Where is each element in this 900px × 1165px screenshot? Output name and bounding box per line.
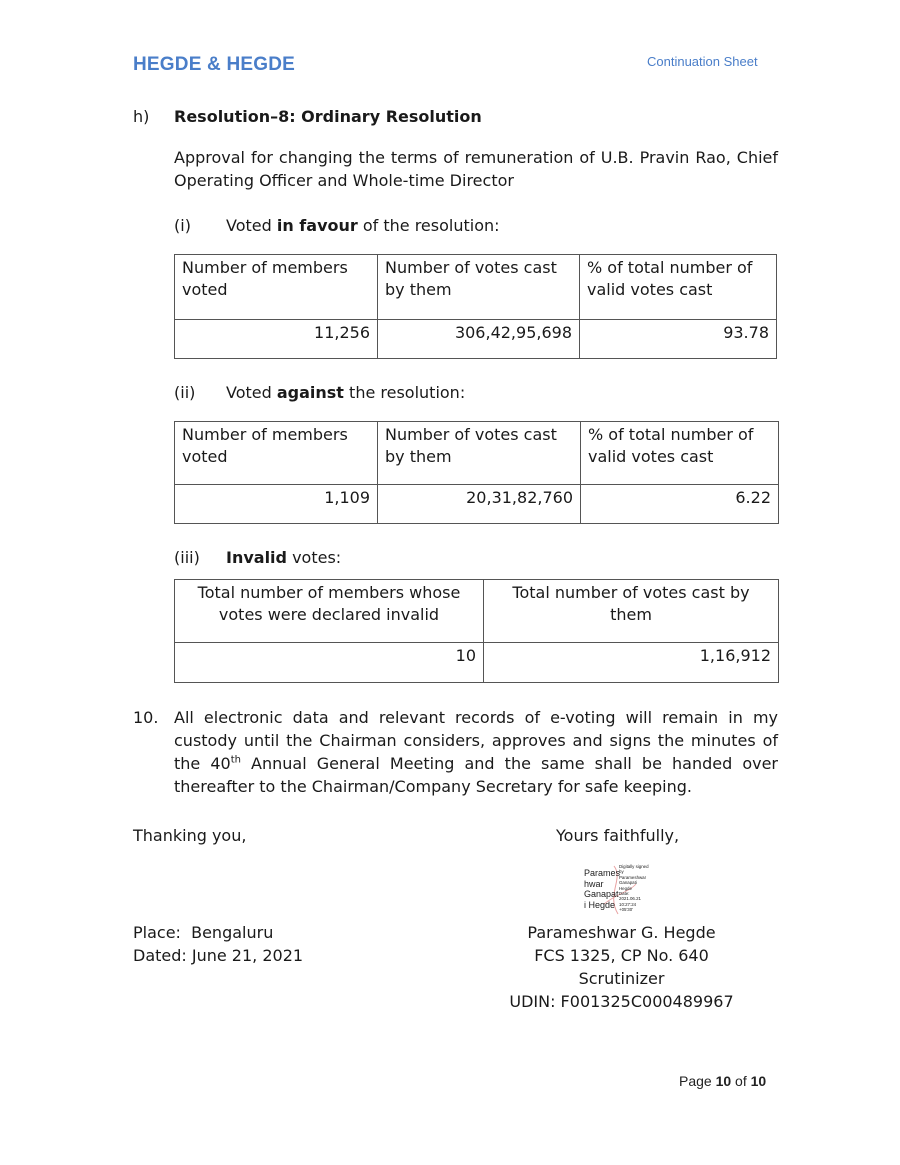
resolution-description: Approval for changing the terms of remuneration of U.B. Pravin Rao, Chief Operating Officer and Whole-time Director bbox=[174, 148, 778, 190]
yours-faithfully-text: Yours faithfully, bbox=[556, 826, 680, 845]
place-text: Place: Bengaluru bbox=[133, 923, 274, 942]
signature-name: Parames hwar Ganapat i Hegde bbox=[584, 868, 621, 910]
point-10-number: 10. bbox=[133, 708, 159, 727]
against-heading: Voted against the resolution: bbox=[226, 383, 466, 402]
thanking-text: Thanking you, bbox=[133, 826, 247, 845]
resolution-marker: h) bbox=[133, 107, 150, 126]
invalid-table bbox=[174, 579, 779, 683]
table-header: Number of votes cast by them bbox=[378, 422, 581, 485]
signatory-name: Parameshwar G. Hegde bbox=[527, 923, 716, 942]
table-header: % of total number of valid votes cast bbox=[581, 422, 779, 485]
percent-value: 6.22 bbox=[581, 485, 779, 524]
against-marker: (ii) bbox=[174, 383, 196, 402]
table-header: % of total number of valid votes cast bbox=[580, 255, 777, 320]
table-header: Total number of members whose votes were declared invalid bbox=[175, 580, 484, 643]
digital-signature bbox=[584, 864, 664, 916]
page-number: Page 10 of 10 bbox=[679, 1073, 767, 1089]
firm-name: HEGDE & HEGDE bbox=[133, 54, 296, 75]
members-voted-value: 1,109 bbox=[175, 485, 378, 524]
signatory-role: Scrutinizer bbox=[578, 969, 665, 988]
members-voted-value: 11,256 bbox=[175, 320, 378, 359]
signatory-block bbox=[480, 921, 763, 1013]
in-favour-table bbox=[174, 254, 777, 359]
against-table bbox=[174, 421, 779, 524]
percent-value: 93.78 bbox=[580, 320, 777, 359]
continuation-sheet-label: Continuation Sheet bbox=[647, 54, 758, 69]
signatory-udin: UDIN: F001325C000489967 bbox=[509, 992, 734, 1011]
point-10-text: All electronic data and relevant records of e-voting will remain in my custody until the Chairman considers, approves and signs the minutes of the 40th Annual General Meeting and the same shall be handed over thereafter to the Chairman/Company Secretary for safe keeping. bbox=[174, 708, 779, 796]
resolution-title: Resolution–8: Ordinary Resolution bbox=[174, 107, 482, 126]
invalid-marker: (iii) bbox=[174, 548, 200, 567]
signature-metadata: Digitally signed by Parameshwar Ganapati Hegde Date: 2021.06.21 10:27:24 +05'30' bbox=[619, 864, 649, 913]
table-header: Number of members voted bbox=[175, 422, 378, 485]
votes-cast-value: 306,42,95,698 bbox=[378, 320, 580, 359]
in-favour-marker: (i) bbox=[174, 216, 191, 235]
table-header: Number of members voted bbox=[175, 255, 378, 320]
in-favour-heading: Voted in favour of the resolution: bbox=[226, 216, 500, 235]
invalid-votes-value: 1,16,912 bbox=[484, 643, 779, 683]
table-header: Number of votes cast by them bbox=[378, 255, 580, 320]
signatory-registration: FCS 1325, CP No. 640 bbox=[534, 946, 709, 965]
dated-text: Dated: June 21, 2021 bbox=[133, 946, 304, 965]
table-header: Total number of votes cast by them bbox=[484, 580, 779, 643]
invalid-members-value: 10 bbox=[175, 643, 484, 683]
invalid-heading: Invalid votes: bbox=[226, 548, 342, 567]
votes-cast-value: 20,31,82,760 bbox=[378, 485, 581, 524]
